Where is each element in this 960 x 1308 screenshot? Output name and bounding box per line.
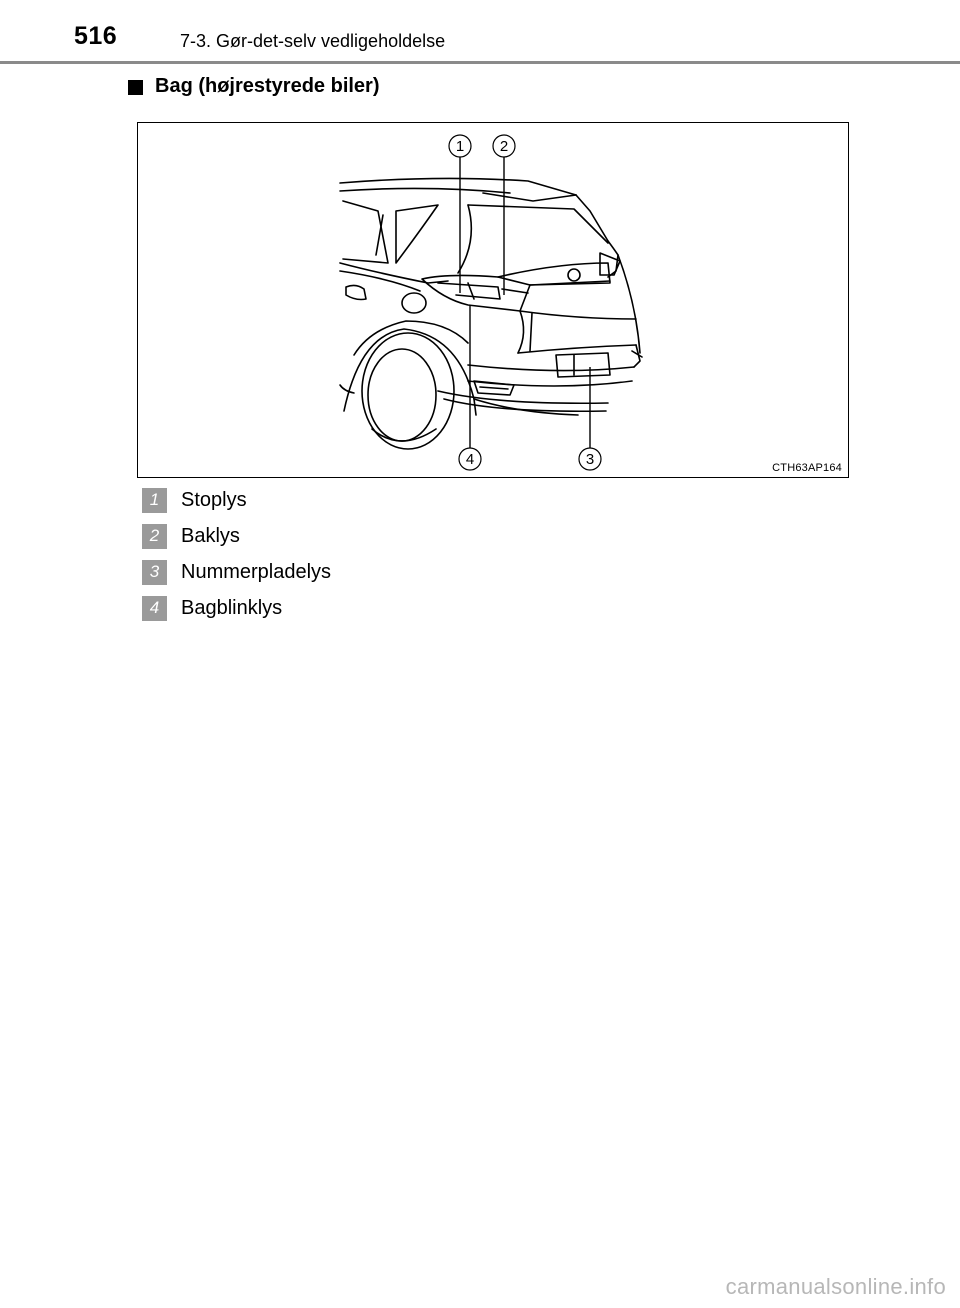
callout-3: 3 — [585, 451, 595, 468]
legend-label: Bagblinklys — [181, 596, 283, 619]
callout-4: 4 — [465, 451, 475, 468]
callout-1: 1 — [455, 138, 465, 155]
chapter-title: 7-3. Gør-det-selv vedligeholdelse — [180, 31, 446, 51]
legend-label: Baklys — [181, 524, 240, 547]
section-heading-text: Bag (højrestyrede biler) — [155, 75, 380, 97]
figure-code: CTH63AP164 — [772, 462, 842, 474]
legend-item — [142, 482, 331, 518]
legend-item — [142, 590, 331, 626]
legend-label: Nummerpladelys — [181, 560, 332, 583]
car-rear-illustration — [137, 122, 849, 478]
section-heading — [128, 75, 380, 98]
legend-number-badge: 1 — [142, 488, 167, 513]
car-rear-drawing — [138, 123, 850, 479]
square-bullet-icon — [128, 80, 143, 95]
legend-number-badge: 4 — [142, 596, 167, 621]
legend-number-badge: 2 — [142, 524, 167, 549]
callout-2: 2 — [499, 138, 509, 155]
watermark-link[interactable]: carmanualsonline.info — [725, 1274, 946, 1299]
legend-item — [142, 518, 331, 554]
header-divider — [0, 61, 960, 64]
legend-label: Stoplys — [181, 488, 247, 511]
page-number: 516 — [74, 22, 118, 50]
legend-number-badge: 3 — [142, 560, 167, 585]
legend-list — [142, 482, 331, 626]
car-body-lines — [340, 178, 642, 449]
legend-item — [142, 554, 331, 590]
